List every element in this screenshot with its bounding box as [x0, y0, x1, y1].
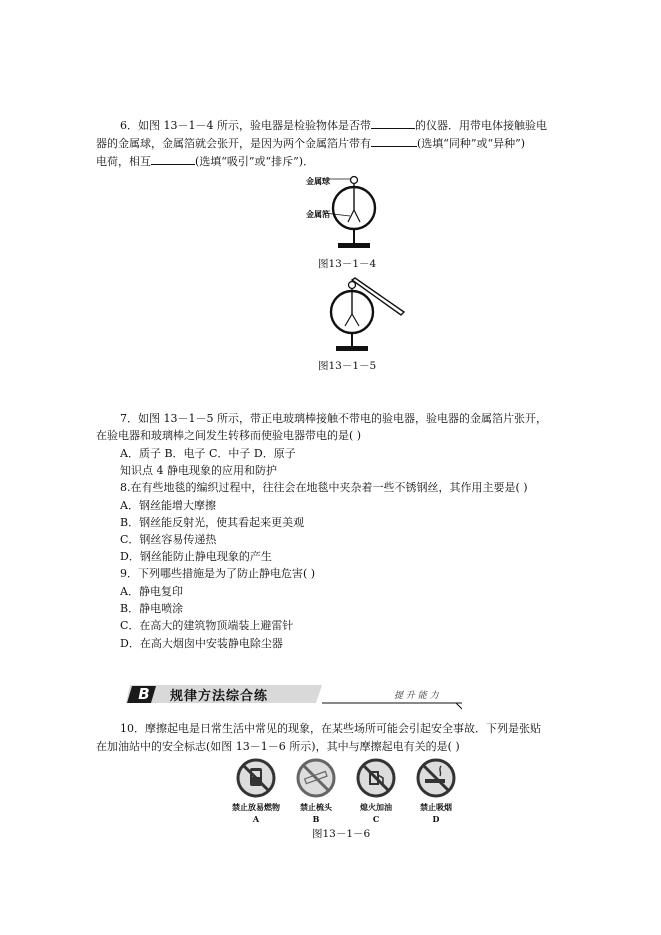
- label-metal-foil: 金属箔: [306, 209, 330, 219]
- figure-5-caption: 图13－1－5: [318, 360, 377, 372]
- sign-b-no-combing-icon: [296, 758, 336, 798]
- sign-c-letter: C: [372, 814, 380, 824]
- figure-6-caption: 图13－1－6: [312, 828, 371, 840]
- q10-line1: 10．摩擦起电是日常生活中常见的现象，在某些场所可能会引起安全事故．下列是张贴: [120, 722, 541, 735]
- q9-stem: 9．下列哪些措施是为了防止静电危害( ): [120, 567, 316, 580]
- q9-option-a: A．静电复印: [120, 585, 183, 598]
- q6-line2: 器的金属球，金属箔就会张开，是因为两个金属箔片带有 (选填“同种”或“异种”): [96, 137, 526, 150]
- sign-b-letter: B: [312, 814, 320, 824]
- sign-d-label: 禁止吸烟: [420, 802, 452, 812]
- sign-a-no-flammables-icon: [236, 758, 276, 798]
- sign-d-no-smoking-icon: [416, 758, 456, 798]
- q6-blank-2[interactable]: [371, 136, 417, 147]
- figure-4-caption: 图13－1－4: [318, 258, 377, 270]
- q6-line3: 电荷，相互 (选填“吸引”或“排斥”)．: [96, 155, 315, 168]
- q7-line1: 7．如图 13－1－5 所示，带正电玻璃棒接触不带电的验电器，验电器的金属箔片张开，: [120, 412, 547, 425]
- q6-line1: 6．如图 13－1－4 所示，验电器是检验物体是否带 的仪器．用带电体接触验电: [120, 119, 547, 132]
- q8-option-c: C．钢丝容易传递热: [120, 533, 217, 546]
- label-metal-ball: 金属球: [306, 176, 330, 186]
- q6-blank-3[interactable]: [151, 154, 195, 165]
- sign-c-label: 熄火加油: [360, 802, 392, 812]
- q8-option-a: A．钢丝能增大摩擦: [120, 499, 216, 512]
- banner-subtitle: 提 升 能 力: [394, 691, 439, 701]
- electroscope-figure-5: [318, 276, 408, 356]
- q7-line2: 在验电器和玻璃棒之间发生转移而使验电器带电的是( ): [96, 429, 362, 442]
- q9-option-c: C．在高大的建筑物顶端装上避雷针: [120, 619, 294, 632]
- q7-options: A．质子 B．电子 C．中子 D．原子: [120, 447, 296, 460]
- sign-b-label: 禁止梳头: [300, 802, 332, 812]
- q8-stem: 8.在有些地毯的编织过程中，往往会在地毯中夹杂着一些不锈钢丝，其作用主要是( ): [120, 481, 528, 494]
- banner-letter: B: [138, 685, 150, 703]
- q9-option-d: D．在高大烟囱中安装静电除尘器: [120, 637, 283, 650]
- q8-option-d: D．钢丝能防止静电现象的产生: [120, 550, 272, 563]
- section-banner: [126, 683, 462, 711]
- sign-d-letter: D: [432, 814, 440, 824]
- sign-c-engine-off-refuel-icon: [356, 758, 396, 798]
- q10-line2: 在加油站中的安全标志(如图 13－1－6 所示)，其中与摩擦起电有关的是( ): [96, 740, 460, 753]
- q9-option-b: B．静电喷涂: [120, 602, 184, 615]
- sign-a-letter: A: [252, 814, 260, 824]
- section-4-heading: 知识点 4 静电现象的应用和防护: [120, 464, 277, 477]
- banner-title: 规律方法综合练: [170, 689, 269, 704]
- q6-blank-1[interactable]: [371, 118, 415, 129]
- sign-a-label: 禁止放易燃物: [232, 802, 280, 812]
- q8-option-b: B．钢丝能反射光，使其看起来更美观: [120, 516, 305, 529]
